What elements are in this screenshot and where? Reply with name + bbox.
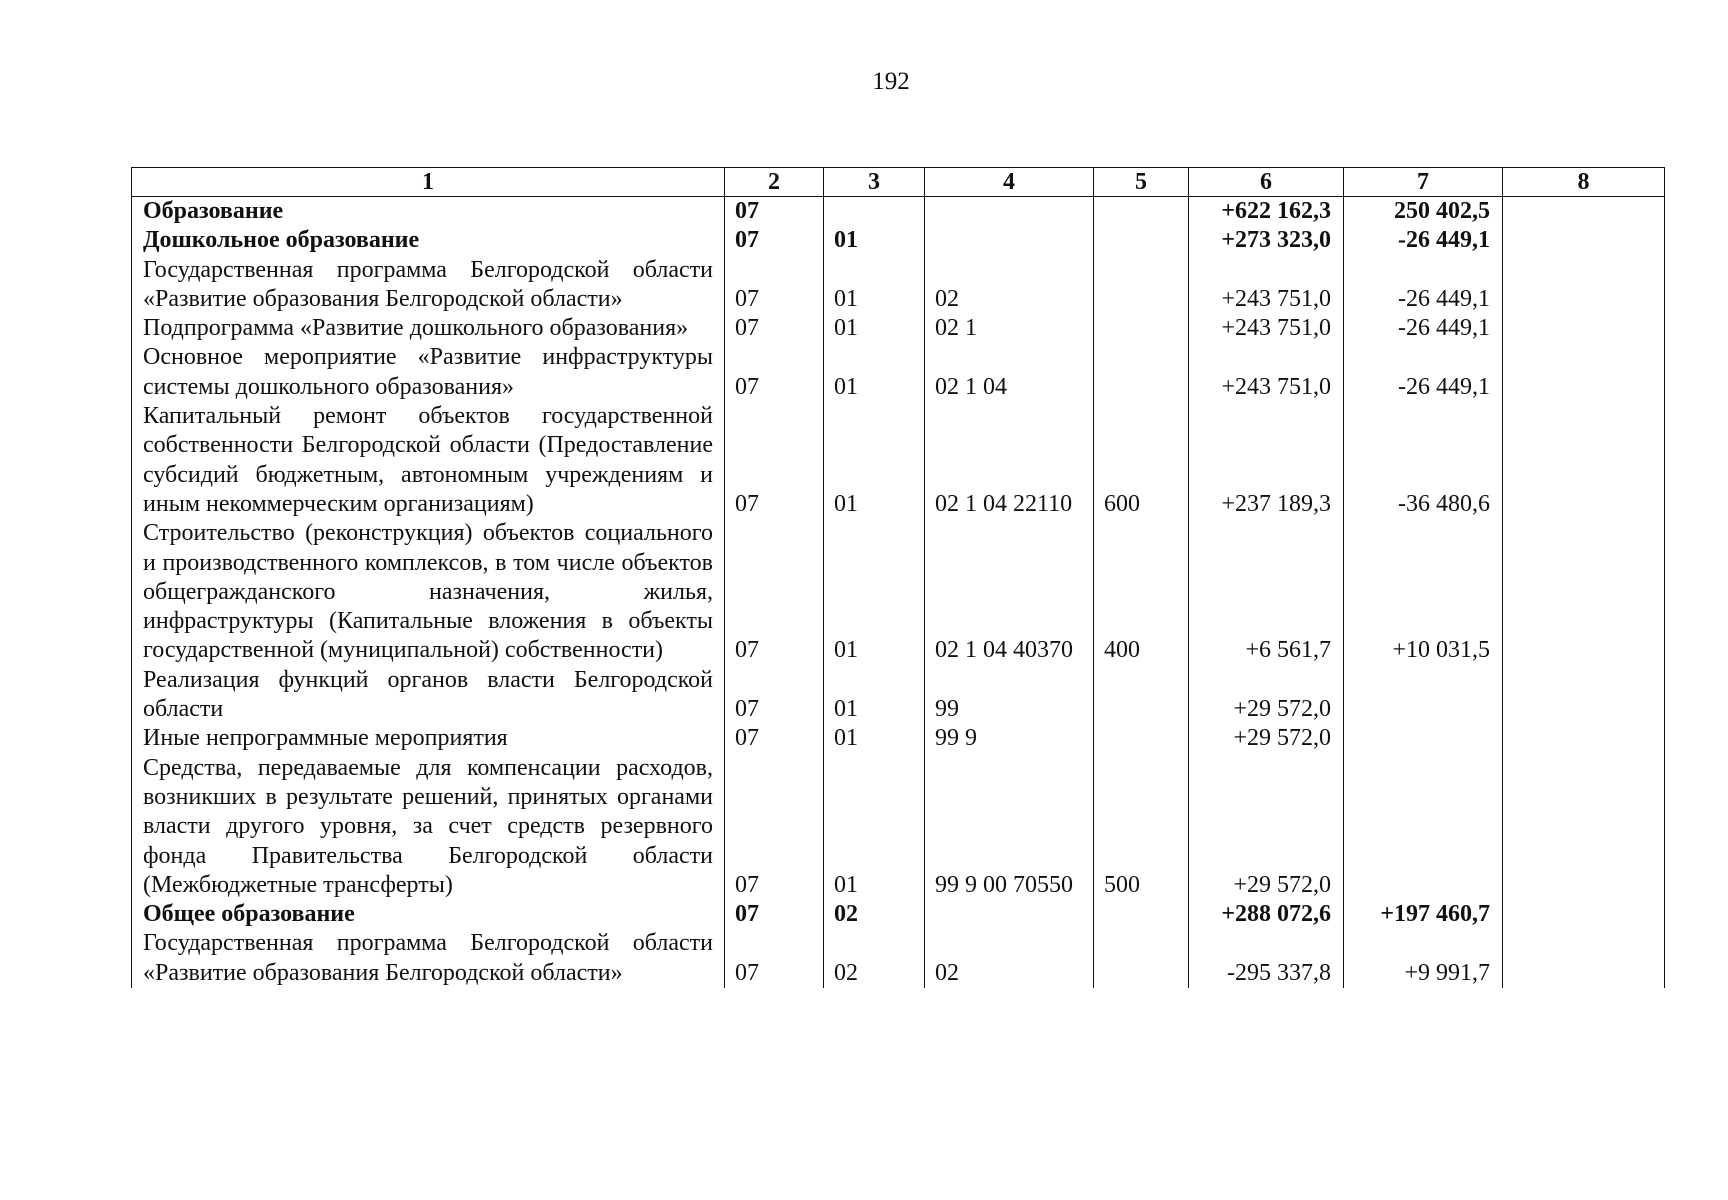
row-subsection-code: 01	[824, 343, 925, 402]
row-value-col8	[1503, 900, 1665, 929]
row-name: Дошкольное образование	[132, 226, 725, 255]
row-target-article: 02 1 04	[925, 343, 1094, 402]
row-target-article	[925, 226, 1094, 255]
row-value-col7: +9 991,7	[1344, 929, 1503, 988]
table-row	[132, 314, 1665, 343]
row-value-col7: -26 449,1	[1344, 226, 1503, 255]
row-section-code: 07	[725, 402, 824, 519]
column-header-4: 4	[925, 168, 1094, 197]
row-subsection-code: 02	[824, 929, 925, 988]
table-row	[132, 402, 1665, 519]
row-value-col8	[1503, 402, 1665, 519]
column-header-3: 3	[824, 168, 925, 197]
row-value-col6: +288 072,6	[1189, 900, 1344, 929]
row-target-article: 99	[925, 666, 1094, 725]
row-value-col7: 250 402,5	[1344, 197, 1503, 227]
row-section-code: 07	[725, 519, 824, 665]
row-value-col8	[1503, 519, 1665, 665]
row-section-code: 07	[725, 724, 824, 753]
table-row	[132, 226, 1665, 255]
table-row	[132, 519, 1665, 665]
row-value-col8	[1503, 666, 1665, 725]
row-name: Строительство (реконструкция) объектов социального и производственного комплексов, в том числе объектов общегражданского назначения, жилья, инфраструктуры (Капитальные вложения в объекты государственной (муниципальной) собственности)	[132, 519, 725, 665]
table-body	[132, 197, 1665, 989]
row-value-col8	[1503, 929, 1665, 988]
row-target-article: 02 1	[925, 314, 1094, 343]
row-subsection-code: 01	[824, 314, 925, 343]
row-expense-type: 600	[1094, 402, 1189, 519]
row-value-col8	[1503, 724, 1665, 753]
row-target-article: 99 9	[925, 724, 1094, 753]
row-value-col6: +29 572,0	[1189, 666, 1344, 725]
table-row	[132, 724, 1665, 753]
row-section-code: 07	[725, 256, 824, 315]
row-name: Государственная программа Белгородской области «Развитие образования Белгородской области»	[132, 929, 725, 988]
row-section-code: 07	[725, 314, 824, 343]
row-name: Государственная программа Белгородской области «Развитие образования Белгородской области»	[132, 256, 725, 315]
row-value-col6: -295 337,8	[1189, 929, 1344, 988]
row-value-col8	[1503, 754, 1665, 900]
row-subsection-code: 01	[824, 256, 925, 315]
row-value-col6: +29 572,0	[1189, 754, 1344, 900]
row-section-code: 07	[725, 929, 824, 988]
row-target-article: 02	[925, 929, 1094, 988]
row-value-col7	[1344, 754, 1503, 900]
row-expense-type	[1094, 314, 1189, 343]
row-target-article: 99 9 00 70550	[925, 754, 1094, 900]
row-expense-type: 400	[1094, 519, 1189, 665]
row-subsection-code: 01	[824, 666, 925, 725]
row-subsection-code: 02	[824, 900, 925, 929]
row-value-col8	[1503, 314, 1665, 343]
row-value-col6: +243 751,0	[1189, 343, 1344, 402]
row-value-col7	[1344, 724, 1503, 753]
row-value-col6: +29 572,0	[1189, 724, 1344, 753]
table-row	[132, 666, 1665, 725]
row-section-code: 07	[725, 343, 824, 402]
row-name: Реализация функций органов власти Белгородской области	[132, 666, 725, 725]
page-number: 192	[872, 68, 910, 95]
row-value-col8	[1503, 256, 1665, 315]
table-header-row	[132, 168, 1665, 197]
row-section-code: 07	[725, 754, 824, 900]
row-value-col6: +237 189,3	[1189, 402, 1344, 519]
row-value-col6: +6 561,7	[1189, 519, 1344, 665]
row-expense-type	[1094, 197, 1189, 227]
column-header-8: 8	[1503, 168, 1665, 197]
table-row	[132, 900, 1665, 929]
table-row	[132, 197, 1665, 227]
row-target-article: 02 1 04 40370	[925, 519, 1094, 665]
row-subsection-code: 01	[824, 754, 925, 900]
row-value-col6: +243 751,0	[1189, 314, 1344, 343]
row-name: Средства, передаваемые для компенсации расходов, возникших в результате решений, принятых органами власти другого уровня, за счет средств резервного фонда Правительства Белгородской области (Межбюджетные трансферты)	[132, 754, 725, 900]
row-value-col6: +243 751,0	[1189, 256, 1344, 315]
row-section-code: 07	[725, 900, 824, 929]
table-row	[132, 754, 1665, 900]
row-section-code: 07	[725, 226, 824, 255]
row-value-col8	[1503, 197, 1665, 227]
row-value-col6: +273 323,0	[1189, 226, 1344, 255]
row-name: Капитальный ремонт объектов государственной собственности Белгородской области (Предоставление субсидий бюджетным, автономным учреждениям и иным некоммерческим организациям)	[132, 402, 725, 519]
row-value-col7	[1344, 666, 1503, 725]
row-expense-type	[1094, 226, 1189, 255]
row-expense-type	[1094, 256, 1189, 315]
row-subsection-code: 01	[824, 226, 925, 255]
row-expense-type	[1094, 929, 1189, 988]
row-value-col8	[1503, 226, 1665, 255]
column-header-2: 2	[725, 168, 824, 197]
row-expense-type	[1094, 343, 1189, 402]
row-value-col7: -26 449,1	[1344, 343, 1503, 402]
row-value-col7: -36 480,6	[1344, 402, 1503, 519]
row-name: Иные непрограммные мероприятия	[132, 724, 725, 753]
row-value-col7: +197 460,7	[1344, 900, 1503, 929]
row-target-article: 02 1 04 22110	[925, 402, 1094, 519]
table-row	[132, 343, 1665, 402]
row-subsection-code: 01	[824, 519, 925, 665]
row-name: Общее образование	[132, 900, 725, 929]
row-target-article: 02	[925, 256, 1094, 315]
budget-table	[131, 167, 1665, 988]
row-value-col7: +10 031,5	[1344, 519, 1503, 665]
row-expense-type: 500	[1094, 754, 1189, 900]
row-subsection-code: 01	[824, 402, 925, 519]
row-subsection-code: 01	[824, 724, 925, 753]
table-row	[132, 929, 1665, 988]
column-header-7: 7	[1344, 168, 1503, 197]
column-header-6: 6	[1189, 168, 1344, 197]
row-section-code: 07	[725, 666, 824, 725]
row-expense-type	[1094, 900, 1189, 929]
row-name: Подпрограмма «Развитие дошкольного образования»	[132, 314, 725, 343]
row-name: Основное мероприятие «Развитие инфраструктуры системы дошкольного образования»	[132, 343, 725, 402]
row-section-code: 07	[725, 197, 824, 227]
row-subsection-code	[824, 197, 925, 227]
row-expense-type	[1094, 724, 1189, 753]
row-value-col7: -26 449,1	[1344, 256, 1503, 315]
row-name: Образование	[132, 197, 725, 227]
column-header-1: 1	[132, 168, 725, 197]
row-target-article	[925, 197, 1094, 227]
row-target-article	[925, 900, 1094, 929]
table-row	[132, 256, 1665, 315]
row-value-col8	[1503, 343, 1665, 402]
column-header-5: 5	[1094, 168, 1189, 197]
row-value-col6: +622 162,3	[1189, 197, 1344, 227]
row-expense-type	[1094, 666, 1189, 725]
row-value-col7: -26 449,1	[1344, 314, 1503, 343]
